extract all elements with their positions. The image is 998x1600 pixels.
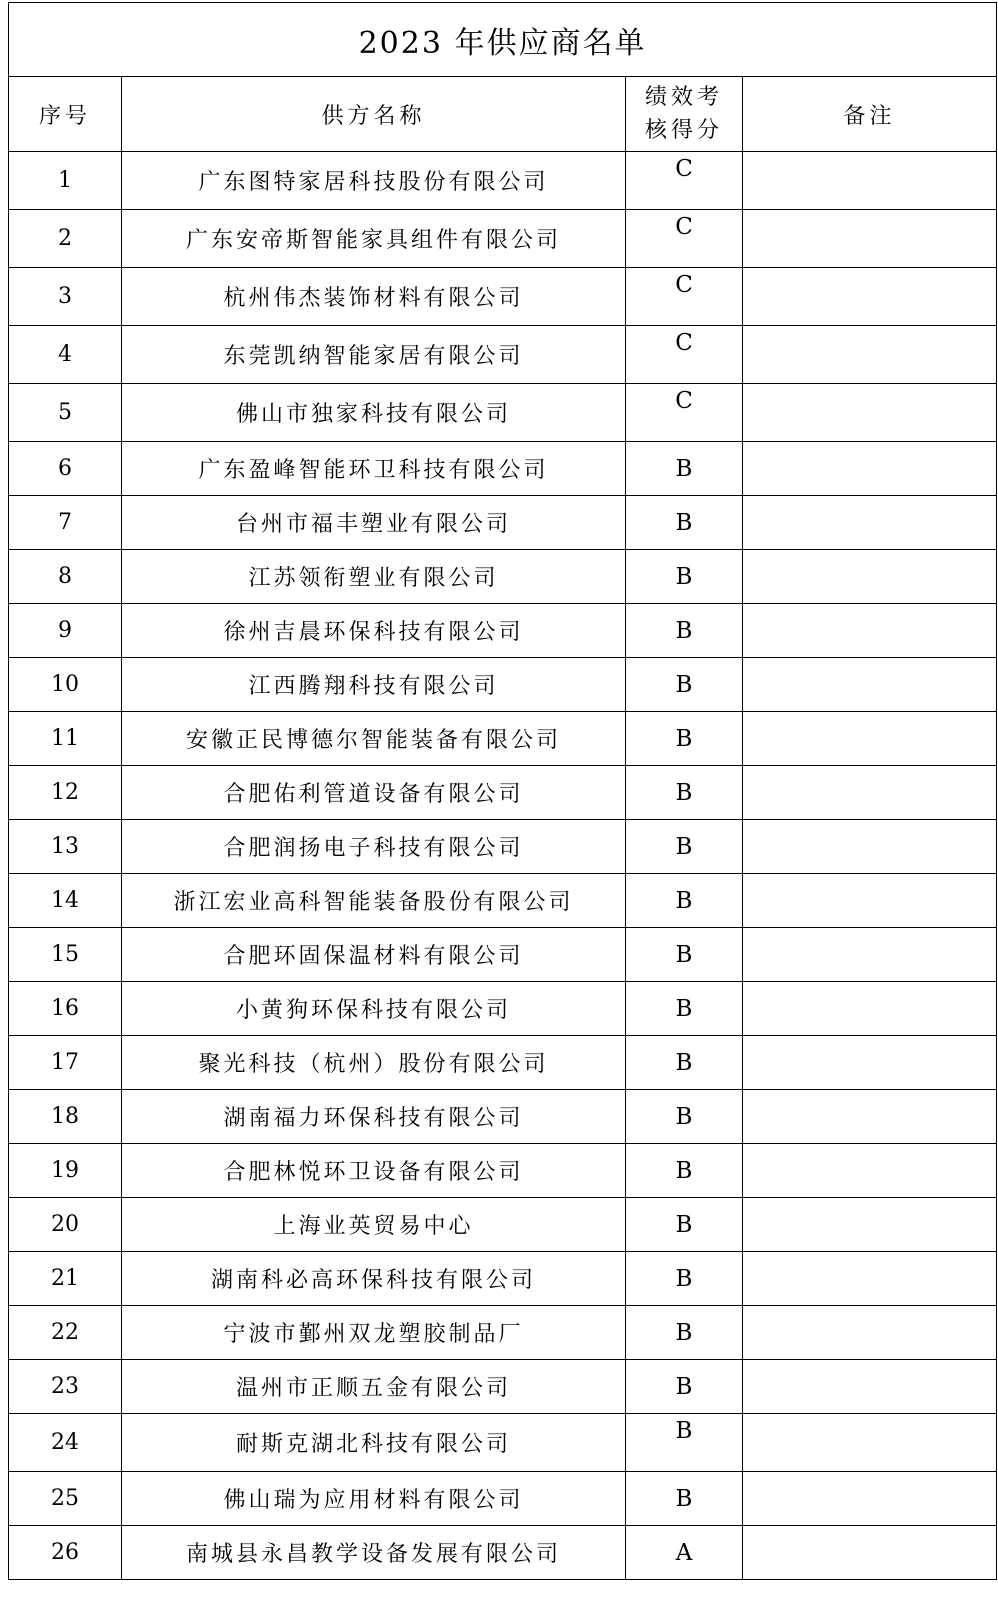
row-remark xyxy=(743,442,997,496)
row-seq: 1 xyxy=(9,152,122,210)
row-grade: B xyxy=(626,1144,743,1198)
table-row xyxy=(9,210,997,268)
row-grade: C xyxy=(626,152,743,210)
row-grade: A xyxy=(626,1526,743,1580)
row-seq: 20 xyxy=(9,1198,122,1252)
table-row xyxy=(9,496,997,550)
row-supplier-name: 广东图特家居科技股份有限公司 xyxy=(122,152,626,210)
table-row xyxy=(9,1090,997,1144)
table-row xyxy=(9,1472,997,1526)
row-remark xyxy=(743,496,997,550)
row-supplier-name: 合肥环固保温材料有限公司 xyxy=(122,928,626,982)
row-seq: 4 xyxy=(9,326,122,384)
row-grade: C xyxy=(626,268,743,326)
row-grade: B xyxy=(626,1306,743,1360)
row-remark xyxy=(743,820,997,874)
row-seq: 26 xyxy=(9,1526,122,1580)
row-grade: C xyxy=(626,210,743,268)
row-seq: 9 xyxy=(9,604,122,658)
row-grade: B xyxy=(626,658,743,712)
row-supplier-name: 佛山瑞为应用材料有限公司 xyxy=(122,1472,626,1526)
table-row xyxy=(9,820,997,874)
row-supplier-name: 台州市福丰塑业有限公司 xyxy=(122,496,626,550)
table-row xyxy=(9,1526,997,1580)
row-grade: B xyxy=(626,766,743,820)
row-seq: 24 xyxy=(9,1414,122,1472)
table-row xyxy=(9,326,997,384)
row-supplier-name: 江苏领衔塑业有限公司 xyxy=(122,550,626,604)
row-supplier-name: 徐州吉晨环保科技有限公司 xyxy=(122,604,626,658)
row-supplier-name: 安徽正民博德尔智能装备有限公司 xyxy=(122,712,626,766)
row-supplier-name: 广东盈峰智能环卫科技有限公司 xyxy=(122,442,626,496)
table-row xyxy=(9,712,997,766)
row-grade: B xyxy=(626,820,743,874)
header-score-line1: 绩效考 xyxy=(644,85,723,110)
row-seq: 13 xyxy=(9,820,122,874)
row-grade: B xyxy=(626,874,743,928)
row-supplier-name: 湖南科必高环保科技有限公司 xyxy=(122,1252,626,1306)
row-grade: C xyxy=(626,326,743,384)
row-remark xyxy=(743,550,997,604)
table-row xyxy=(9,928,997,982)
row-seq: 23 xyxy=(9,1360,122,1414)
row-remark xyxy=(743,928,997,982)
header-seq: 序号 xyxy=(9,77,122,152)
row-grade: B xyxy=(626,1360,743,1414)
row-grade: B xyxy=(626,442,743,496)
supplier-table xyxy=(8,2,997,1580)
table-row xyxy=(9,1414,997,1472)
row-remark xyxy=(743,326,997,384)
row-seq: 7 xyxy=(9,496,122,550)
row-grade: B xyxy=(626,1252,743,1306)
row-seq: 12 xyxy=(9,766,122,820)
row-remark xyxy=(743,1360,997,1414)
row-remark xyxy=(743,1090,997,1144)
row-remark xyxy=(743,874,997,928)
row-supplier-name: 广东安帝斯智能家具组件有限公司 xyxy=(122,210,626,268)
row-remark xyxy=(743,1472,997,1526)
row-supplier-name: 佛山市独家科技有限公司 xyxy=(122,384,626,442)
row-supplier-name: 耐斯克湖北科技有限公司 xyxy=(122,1414,626,1472)
row-seq: 19 xyxy=(9,1144,122,1198)
row-grade: B xyxy=(626,1198,743,1252)
row-remark xyxy=(743,766,997,820)
row-supplier-name: 浙江宏业高科智能装备股份有限公司 xyxy=(122,874,626,928)
row-grade: B xyxy=(626,550,743,604)
row-grade: B xyxy=(626,604,743,658)
row-remark xyxy=(743,1198,997,1252)
header-remark: 备注 xyxy=(743,77,997,152)
table-row xyxy=(9,442,997,496)
table-row xyxy=(9,658,997,712)
row-seq: 18 xyxy=(9,1090,122,1144)
row-seq: 21 xyxy=(9,1252,122,1306)
row-seq: 11 xyxy=(9,712,122,766)
row-supplier-name: 温州市正顺五金有限公司 xyxy=(122,1360,626,1414)
table-row xyxy=(9,152,997,210)
table-row xyxy=(9,766,997,820)
row-remark xyxy=(743,1036,997,1090)
row-seq: 25 xyxy=(9,1472,122,1526)
table-row xyxy=(9,604,997,658)
row-remark xyxy=(743,1526,997,1580)
row-grade: B xyxy=(626,928,743,982)
table-row xyxy=(9,1360,997,1414)
row-supplier-name: 聚光科技（杭州）股份有限公司 xyxy=(122,1036,626,1090)
row-grade: B xyxy=(626,1036,743,1090)
row-remark xyxy=(743,152,997,210)
table-row xyxy=(9,874,997,928)
row-grade: B xyxy=(626,496,743,550)
row-supplier-name: 杭州伟杰装饰材料有限公司 xyxy=(122,268,626,326)
table-title: 2023 年供应商名单 xyxy=(9,3,997,77)
row-seq: 16 xyxy=(9,982,122,1036)
row-grade: C xyxy=(626,384,743,442)
title-row xyxy=(9,3,997,77)
row-remark xyxy=(743,712,997,766)
header-name: 供方名称 xyxy=(122,77,626,152)
row-remark xyxy=(743,384,997,442)
row-grade: B xyxy=(626,1472,743,1526)
row-remark xyxy=(743,1144,997,1198)
row-remark xyxy=(743,1414,997,1472)
supplier-list-sheet xyxy=(8,2,996,1580)
row-grade: B xyxy=(626,712,743,766)
table-row xyxy=(9,1252,997,1306)
table-row xyxy=(9,1198,997,1252)
table-row xyxy=(9,1036,997,1090)
row-remark xyxy=(743,210,997,268)
row-seq: 14 xyxy=(9,874,122,928)
row-seq: 3 xyxy=(9,268,122,326)
row-supplier-name: 小黄狗环保科技有限公司 xyxy=(122,982,626,1036)
row-grade: B xyxy=(626,1414,743,1472)
row-remark xyxy=(743,1306,997,1360)
table-row xyxy=(9,1306,997,1360)
row-seq: 22 xyxy=(9,1306,122,1360)
row-grade: B xyxy=(626,1090,743,1144)
row-seq: 6 xyxy=(9,442,122,496)
row-seq: 15 xyxy=(9,928,122,982)
row-seq: 2 xyxy=(9,210,122,268)
row-seq: 8 xyxy=(9,550,122,604)
table-row xyxy=(9,268,997,326)
row-grade: B xyxy=(626,982,743,1036)
row-supplier-name: 上海业英贸易中心 xyxy=(122,1198,626,1252)
row-remark xyxy=(743,604,997,658)
row-supplier-name: 宁波市鄞州双龙塑胶制品厂 xyxy=(122,1306,626,1360)
row-supplier-name: 湖南福力环保科技有限公司 xyxy=(122,1090,626,1144)
table-row xyxy=(9,550,997,604)
row-seq: 10 xyxy=(9,658,122,712)
row-remark xyxy=(743,1252,997,1306)
row-supplier-name: 合肥林悦环卫设备有限公司 xyxy=(122,1144,626,1198)
header-row xyxy=(9,77,997,152)
row-remark xyxy=(743,658,997,712)
table-row xyxy=(9,982,997,1036)
table-row xyxy=(9,1144,997,1198)
header-score-line2: 核得分 xyxy=(644,118,723,143)
row-remark xyxy=(743,268,997,326)
row-supplier-name: 合肥佑利管道设备有限公司 xyxy=(122,766,626,820)
header-score xyxy=(626,77,743,152)
row-supplier-name: 南城县永昌教学设备发展有限公司 xyxy=(122,1526,626,1580)
row-seq: 5 xyxy=(9,384,122,442)
table-row xyxy=(9,384,997,442)
row-supplier-name: 东莞凯纳智能家居有限公司 xyxy=(122,326,626,384)
row-remark xyxy=(743,982,997,1036)
row-seq: 17 xyxy=(9,1036,122,1090)
row-supplier-name: 江西腾翔科技有限公司 xyxy=(122,658,626,712)
row-supplier-name: 合肥润扬电子科技有限公司 xyxy=(122,820,626,874)
